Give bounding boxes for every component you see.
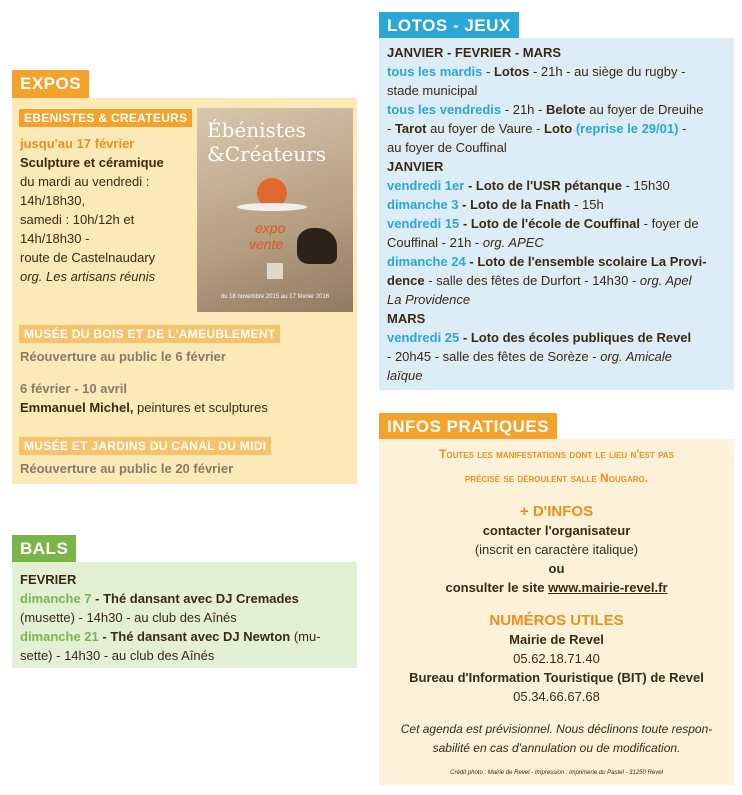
event-text: du mardi au vendredi : [20, 174, 150, 189]
event-title: - Loto de l'USR pétanque [464, 178, 622, 193]
expos-section-title: MUSÉE DU BOIS ET DE L'AMEUBLEMENT [19, 325, 280, 343]
venue-note: Toutes les manifestations dont le lieu n'est pas [439, 447, 674, 461]
lotos-panel [379, 38, 734, 390]
event-organizer: org. Les artisans réunis [20, 269, 156, 284]
event-title: - Loto des écoles publiques de Revel [459, 330, 692, 345]
event-date: vendredi 25 [387, 330, 460, 345]
lotos-tab: LOTOS - JEUX [379, 12, 519, 40]
event-text: - 20h45 - salle des fêtes de Sorèze - [387, 349, 601, 364]
event-date: jusqu'au 17 février [20, 136, 135, 151]
expos-tab: EXPOS [12, 70, 89, 98]
event-text: - [678, 121, 687, 136]
event-date: dimanche 21 [20, 629, 99, 644]
month-heading: MARS [387, 311, 426, 326]
event-date: dimanche 7 [20, 591, 92, 606]
event-text: - [482, 64, 494, 79]
photo-credit: Crédit photo : Mairie de Revel - Impression : imprimerie du Pastel - 31250 Revel [450, 770, 663, 776]
event-title: - Loto de l'ensemble scolaire La Provi- [465, 254, 707, 269]
expos-section-title: EBENISTES & CREATEURS [19, 109, 192, 127]
event-date: tous les mardis [387, 64, 483, 79]
venue-note: précisé se déroulent salle Nougaro. [464, 471, 649, 485]
event-date: dimanche 3 [387, 197, 459, 212]
event-text: au foyer de Vaure - [426, 121, 545, 136]
poster-vente-label: vente [249, 236, 284, 252]
contact-note: (inscrit en caractère italique) [474, 542, 639, 557]
event-text: - 15h [570, 197, 604, 212]
poster-dates: du 18 novembre 2015 au 17 février 2016 [220, 294, 330, 300]
event-title: - Thé dansant avec DJ Cremades [91, 591, 299, 606]
event-text: Couffinal - 21h - [387, 235, 483, 250]
infos-tab: INFOS PRATIQUES [379, 413, 557, 441]
event-text: 14h/18h30 - [20, 231, 90, 246]
month-heading: JANVIER - FEVRIER - MARS [387, 45, 562, 60]
event-text: (musette) - 14h30 - au club des Aînés [20, 610, 237, 625]
event-organizer: org. Apel [639, 273, 692, 288]
event-text: stade municipal [387, 83, 478, 98]
phone-number: 05.34.66.67.68 [513, 689, 600, 704]
poster-title: Ébénistes [207, 118, 306, 142]
event-text: - [387, 121, 395, 136]
event-title: - Thé dansant avec DJ Newton [98, 629, 291, 644]
event-title: Sculpture et céramique [20, 155, 164, 170]
event-text: 14h/18h30, [20, 193, 86, 208]
event-title: Loto [544, 121, 573, 136]
or-text: ou [548, 561, 565, 576]
event-text: peintures et sculptures [133, 400, 268, 415]
event-date: 6 février - 10 avril [20, 381, 127, 396]
event-date: vendredi 15 [387, 216, 460, 231]
event-text: - 21h - au siège du rugby - [529, 64, 686, 79]
contact-name: Bureau d'Information Touristique (BIT) de Revel [409, 670, 704, 685]
more-info-heading: + D'INFOS [519, 503, 594, 520]
expos-section-title: MUSÉE ET JARDINS DU CANAL DU MIDI [19, 437, 271, 455]
event-title: dence [387, 273, 425, 288]
month-heading: FEVRIER [20, 572, 77, 587]
event-title: - Loto de la Fnath [458, 197, 571, 212]
phone-number: 05.62.18.71.40 [513, 651, 600, 666]
event-text: - 21h - [501, 102, 546, 117]
disclaimer: sabilité en cas d'annulation ou de modification. [432, 741, 681, 755]
site-prefix: consulter le site [445, 580, 549, 595]
event-text: route de Castelnaudary [20, 250, 156, 265]
event-text: samedi : 10h/12h et [20, 212, 135, 227]
bals-tab: BALS [12, 535, 76, 563]
contact-text: contacter l'organisateur [482, 523, 631, 538]
event-text: Réouverture au public le 6 février [20, 349, 226, 364]
event-text: sette) - 14h30 - au club des Aînés [20, 648, 215, 663]
event-date: dimanche 24 [387, 254, 466, 269]
event-title: Emmanuel Michel, [20, 400, 134, 415]
useful-numbers-heading: NUMÉROS UTILES [489, 612, 624, 629]
poster-subtitle: &Créateurs [207, 142, 327, 166]
event-text: (mu- [290, 629, 321, 644]
event-organizer: org. APEC [482, 235, 544, 250]
event-title: Belote [545, 102, 586, 117]
event-title: Lotos [493, 64, 530, 79]
website-link[interactable]: www.mairie-revel.fr [548, 580, 668, 595]
infos-panel [379, 439, 734, 785]
bals-panel [12, 562, 357, 668]
expos-panel [12, 98, 357, 484]
poster-expo-label: expo [255, 220, 286, 236]
event-title: - Loto de l'école de Couffinal [459, 216, 641, 231]
event-text: Réouverture au public le 20 février [20, 461, 234, 476]
event-organizer: laïque [387, 368, 423, 383]
event-text: - salle des fêtes de Durfort - 14h30 - [424, 273, 640, 288]
month-heading: JANVIER [387, 159, 444, 174]
contact-name: Mairie de Revel [509, 632, 604, 647]
event-text: au foyer de Couffinal [387, 140, 507, 155]
event-organizer: La Providence [387, 292, 471, 307]
event-title: Tarot [394, 121, 427, 136]
event-organizer: org. Amicale [600, 349, 672, 364]
event-text: au foyer de Dreuihe [585, 102, 704, 117]
event-text: - foyer de [640, 216, 699, 231]
event-date: vendredi 1er [387, 178, 465, 193]
expo-poster-image [197, 108, 353, 312]
event-text: - 15h30 [621, 178, 670, 193]
disclaimer: Cet agenda est prévisionnel. Nous déclinons toute respon- [400, 722, 713, 736]
event-date: tous les vendredis [387, 102, 502, 117]
event-note: (reprise le 29/01) [572, 121, 679, 136]
